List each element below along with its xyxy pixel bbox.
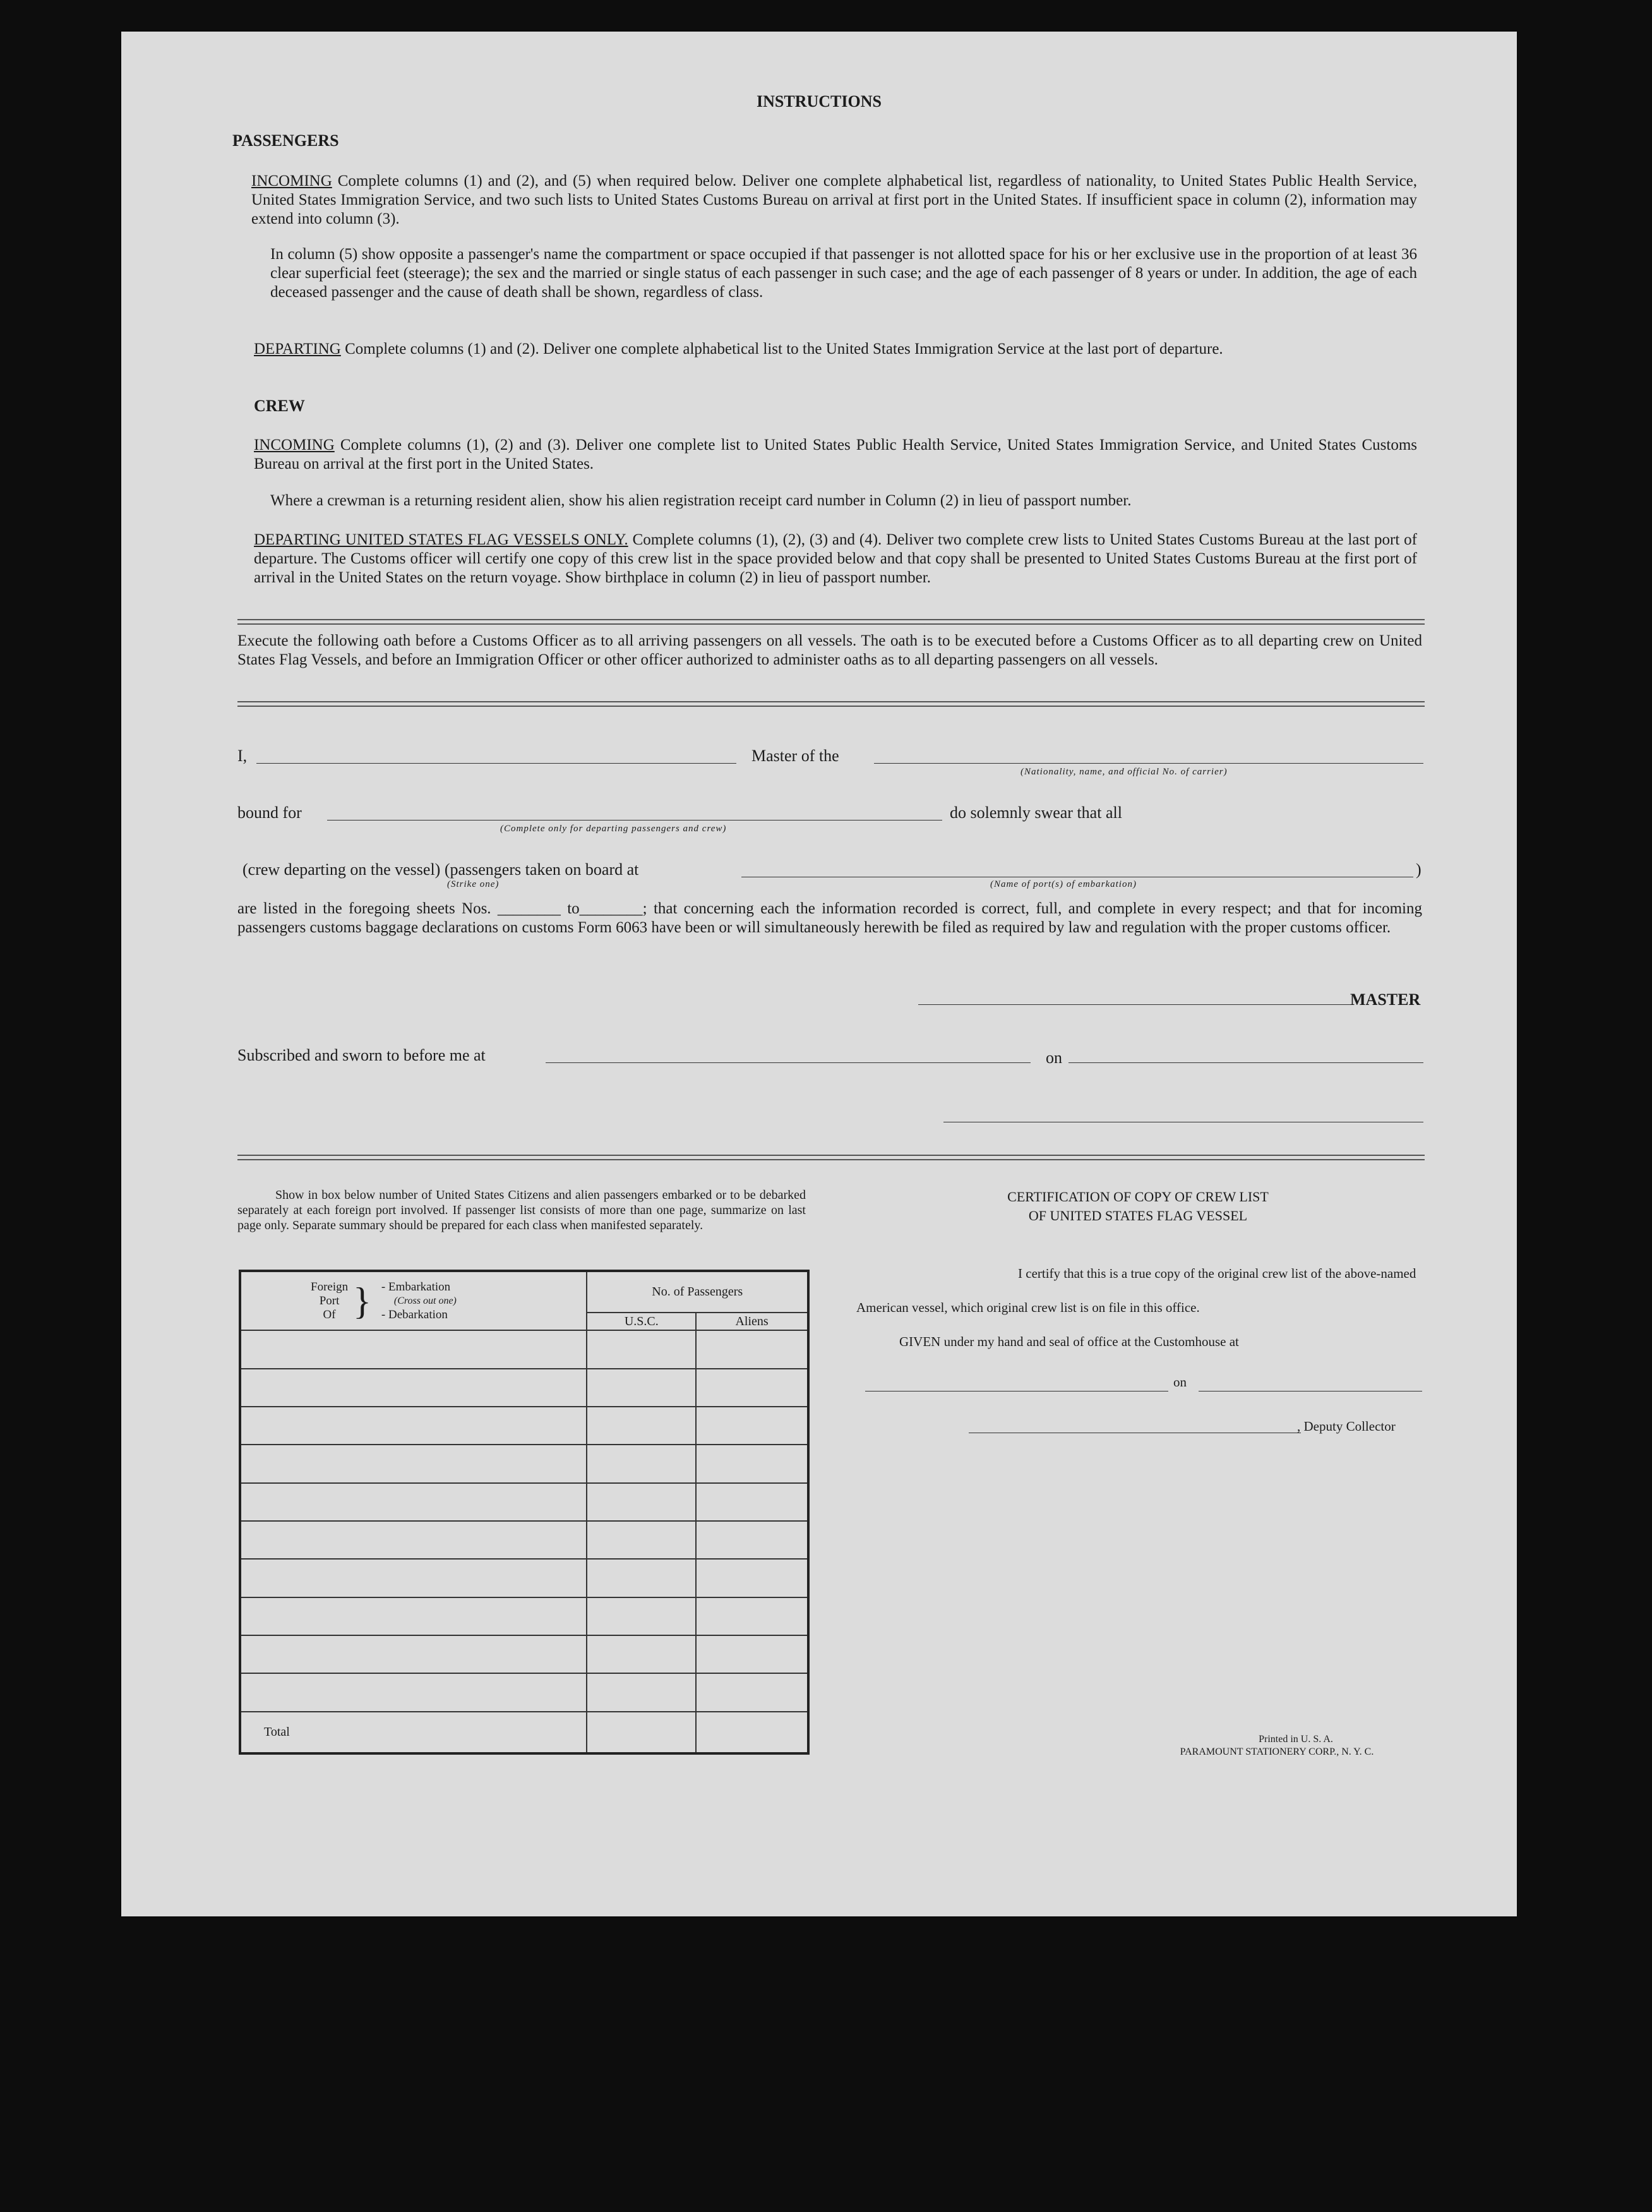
usc-cell[interactable] xyxy=(587,1521,696,1559)
passengers-heading: PASSENGERS xyxy=(232,131,339,150)
total-usc-cell[interactable] xyxy=(587,1712,696,1753)
port-label: Port xyxy=(319,1294,340,1307)
bound-for-label: bound for xyxy=(237,803,302,822)
passengers-incoming-label: INCOMING xyxy=(251,172,332,189)
certification-title xyxy=(847,1187,1428,1225)
table-row xyxy=(240,1407,808,1445)
port-cell[interactable] xyxy=(240,1521,587,1559)
divider-summary xyxy=(237,1155,1425,1160)
aliens-cell[interactable] xyxy=(696,1483,808,1521)
printer-line1: Printed in U. S. A. xyxy=(1259,1734,1333,1745)
port-header xyxy=(240,1271,587,1330)
table-row xyxy=(240,1330,808,1368)
carrier-line xyxy=(874,763,1423,764)
port-cell[interactable] xyxy=(240,1673,587,1711)
crew-departing-paragraph xyxy=(254,531,1417,587)
crew-heading: CREW xyxy=(254,397,305,415)
subscribed-on-label: on xyxy=(1046,1049,1062,1067)
passengers-departing-text: Complete columns (1) and (2). Deliver one complete alphabetical list to the United States Immigration Service at the last port of departure. xyxy=(345,340,1223,358)
table-row xyxy=(240,1635,808,1673)
table-row xyxy=(240,1369,808,1407)
aliens-cell[interactable] xyxy=(696,1369,808,1407)
oath-intro: Execute the following oath before a Customs Officer as to all arriving passengers on all vessels. The oath is to be executed before a Customs Officer as to all departing crew on United States Flag Vessels, and before an Immigration Officer or other officer authorized to administer oaths as to all departing passengers on all vessels. xyxy=(237,632,1422,668)
aliens-cell[interactable] xyxy=(696,1521,808,1559)
certify-line2: American vessel, which original crew list is on file in this office. xyxy=(856,1300,1200,1315)
aliens-cell[interactable] xyxy=(696,1330,808,1368)
master-of-the-label: Master of the xyxy=(751,747,839,765)
total-label: Total xyxy=(240,1712,587,1753)
divider-oath xyxy=(237,701,1425,707)
deputy-collector-label: , Deputy Collector xyxy=(1297,1419,1396,1434)
printer-info xyxy=(1144,1733,1410,1758)
port-cell[interactable] xyxy=(240,1369,587,1407)
passengers-incoming-text: Complete columns (1) and (2), and (5) when required below. Deliver one complete alphabetical list, regardless of nationality, to United States Public Health Service, United States Immigration Service, and two such lists to United States Customs Bureau on arrival at first port in the United States. If insufficient space in column (2), information may extend into column (3). xyxy=(251,172,1418,227)
carrier-hint: (Nationality, name, and official No. of carrier) xyxy=(1021,767,1228,777)
aliens-header: Aliens xyxy=(696,1313,808,1330)
oath-i-label: I, xyxy=(237,747,248,765)
oath-listed-paragraph: are listed in the foregoing sheets Nos. ________ to________; that concerning each the information recorded is correct, full, and complete in every respect; and that for incoming passengers customs baggage declarations on customs Form 6063 have been or will simultaneously herewith be filed as required by law and regulation with the proper customs officer. xyxy=(237,900,1422,936)
aliens-cell[interactable] xyxy=(696,1635,808,1673)
bound-for-hint: (Complete only for departing passengers and crew) xyxy=(500,824,727,834)
usc-cell[interactable] xyxy=(587,1330,696,1368)
aliens-cell[interactable] xyxy=(696,1597,808,1635)
no-of-passengers-header: No. of Passengers xyxy=(587,1271,808,1313)
table-row xyxy=(240,1673,808,1711)
total-aliens-cell[interactable] xyxy=(696,1712,808,1753)
table-row xyxy=(240,1521,808,1559)
total-row xyxy=(240,1712,808,1753)
crew-departing-label: DEPARTING UNITED STATES FLAG VESSELS ONLY. xyxy=(254,531,628,548)
aliens-cell[interactable] xyxy=(696,1445,808,1482)
form-sheet xyxy=(121,32,1517,1916)
aliens-cell[interactable] xyxy=(696,1407,808,1445)
usc-cell[interactable] xyxy=(587,1635,696,1673)
close-paren: ) xyxy=(1416,860,1422,879)
passengers-column5-paragraph: In column (5) show opposite a passenger's name the compartment or space occupied if that passenger is not allotted space for his or her exclusive use in the proportion of at least 36 clear superficial feet (steerage); the sex and the married or single status of each passenger in such case; and the age of each passenger of 8 years or under. In addition, the age of each deceased passenger and the cause of death shall be shown, regardless of class. xyxy=(270,246,1417,301)
crew-alien-paragraph: Where a crewman is a returning resident alien, show his alien registration receipt card number in Column (2) in lieu of passport number. xyxy=(270,492,1132,509)
usc-cell[interactable] xyxy=(587,1407,696,1445)
crew-incoming-label: INCOMING xyxy=(254,436,335,454)
certification-on-label: on xyxy=(1173,1374,1187,1390)
certification-title-line2: OF UNITED STATES FLAG VESSEL xyxy=(1028,1208,1248,1223)
passengers-departing-paragraph xyxy=(254,340,1417,359)
passenger-summary-table xyxy=(239,1270,810,1755)
given-line: GIVEN under my hand and seal of office at the Customhouse at xyxy=(899,1334,1239,1349)
printer-line2: PARAMOUNT STATIONERY CORP., N. Y. C. xyxy=(1180,1746,1374,1757)
usc-cell[interactable] xyxy=(587,1369,696,1407)
embarkation-label: - Embarkation xyxy=(381,1280,451,1294)
usc-header: U.S.C. xyxy=(587,1313,696,1330)
customhouse-line xyxy=(865,1391,1168,1392)
certification-title-line1: CERTIFICATION OF COPY OF CREW LIST xyxy=(1007,1189,1269,1205)
usc-cell[interactable] xyxy=(587,1445,696,1482)
subscribed-place-line xyxy=(546,1062,1031,1063)
subscribed-date-line xyxy=(1068,1062,1423,1063)
brace-icon: } xyxy=(353,1280,371,1322)
passengers-incoming-paragraph xyxy=(251,172,1417,229)
usc-cell[interactable] xyxy=(587,1597,696,1635)
subscribed-label: Subscribed and sworn to before me at xyxy=(237,1046,486,1064)
foreign-label: Foreign xyxy=(311,1280,349,1294)
passengers-departing-label: DEPARTING xyxy=(254,340,341,358)
aliens-cell[interactable] xyxy=(696,1559,808,1597)
summary-note: Show in box below number of United States Citizens and alien passengers embarked or to be debarked separately at each foreign port involved. If passenger list consists of more than one page, summarize on last page only. Separate summary should be prepared for each class when manifested separately. xyxy=(237,1188,806,1232)
port-cell[interactable] xyxy=(240,1483,587,1521)
swear-text: do solemnly swear that all xyxy=(950,803,1122,822)
crew-incoming-text: Complete columns (1), (2) and (3). Deliver one complete list to United States Public Health Service, United States Immigration Service, and United States Customs Bureau on arrival at the first port in the United States. xyxy=(254,436,1418,472)
port-cell[interactable] xyxy=(240,1559,587,1597)
usc-cell[interactable] xyxy=(587,1559,696,1597)
crew-departing-text-line: (crew departing on the vessel) (passengers taken on board at xyxy=(242,860,639,879)
table-row xyxy=(240,1597,808,1635)
divider-instructions xyxy=(237,619,1425,625)
cross-out-hint: (Cross out one) xyxy=(393,1295,457,1306)
master-name-line xyxy=(256,763,736,764)
port-cell[interactable] xyxy=(240,1597,587,1635)
ports-hint: (Name of port(s) of embarkation) xyxy=(990,879,1137,889)
crew-incoming-paragraph xyxy=(254,436,1417,474)
of-label: Of xyxy=(323,1307,336,1321)
usc-cell[interactable] xyxy=(587,1483,696,1521)
certify-line1: I certify that this is a true copy of the original crew list of the above-named xyxy=(1018,1266,1416,1281)
master-signature-line xyxy=(918,1004,1353,1005)
debarkation-label: - Debarkation xyxy=(381,1307,448,1321)
crew-departing-text: Complete columns (1), (2), (3) and (4). Deliver two complete crew lists to United States Customs Bureau at the last port of departure. The Customs officer will certify one copy of this crew list in the space provided below and that copy shall be presented to United States Customs Bureau at the first port of arrival in the United States on the return voyage. Show birthplace in column (2) in lieu of passport number. xyxy=(254,531,1418,586)
port-cell[interactable] xyxy=(240,1407,587,1445)
master-label: MASTER xyxy=(1350,990,1421,1009)
port-cell[interactable] xyxy=(240,1330,587,1368)
table-row xyxy=(240,1483,808,1521)
certification-date-line xyxy=(1199,1391,1422,1392)
strike-hint: (Strike one) xyxy=(447,879,500,889)
table-row xyxy=(240,1445,808,1482)
aliens-cell[interactable] xyxy=(696,1673,808,1711)
instructions-title: INSTRUCTIONS xyxy=(757,92,882,111)
port-cell[interactable] xyxy=(240,1635,587,1673)
table-row xyxy=(240,1559,808,1597)
port-cell[interactable] xyxy=(240,1445,587,1482)
usc-cell[interactable] xyxy=(587,1673,696,1711)
